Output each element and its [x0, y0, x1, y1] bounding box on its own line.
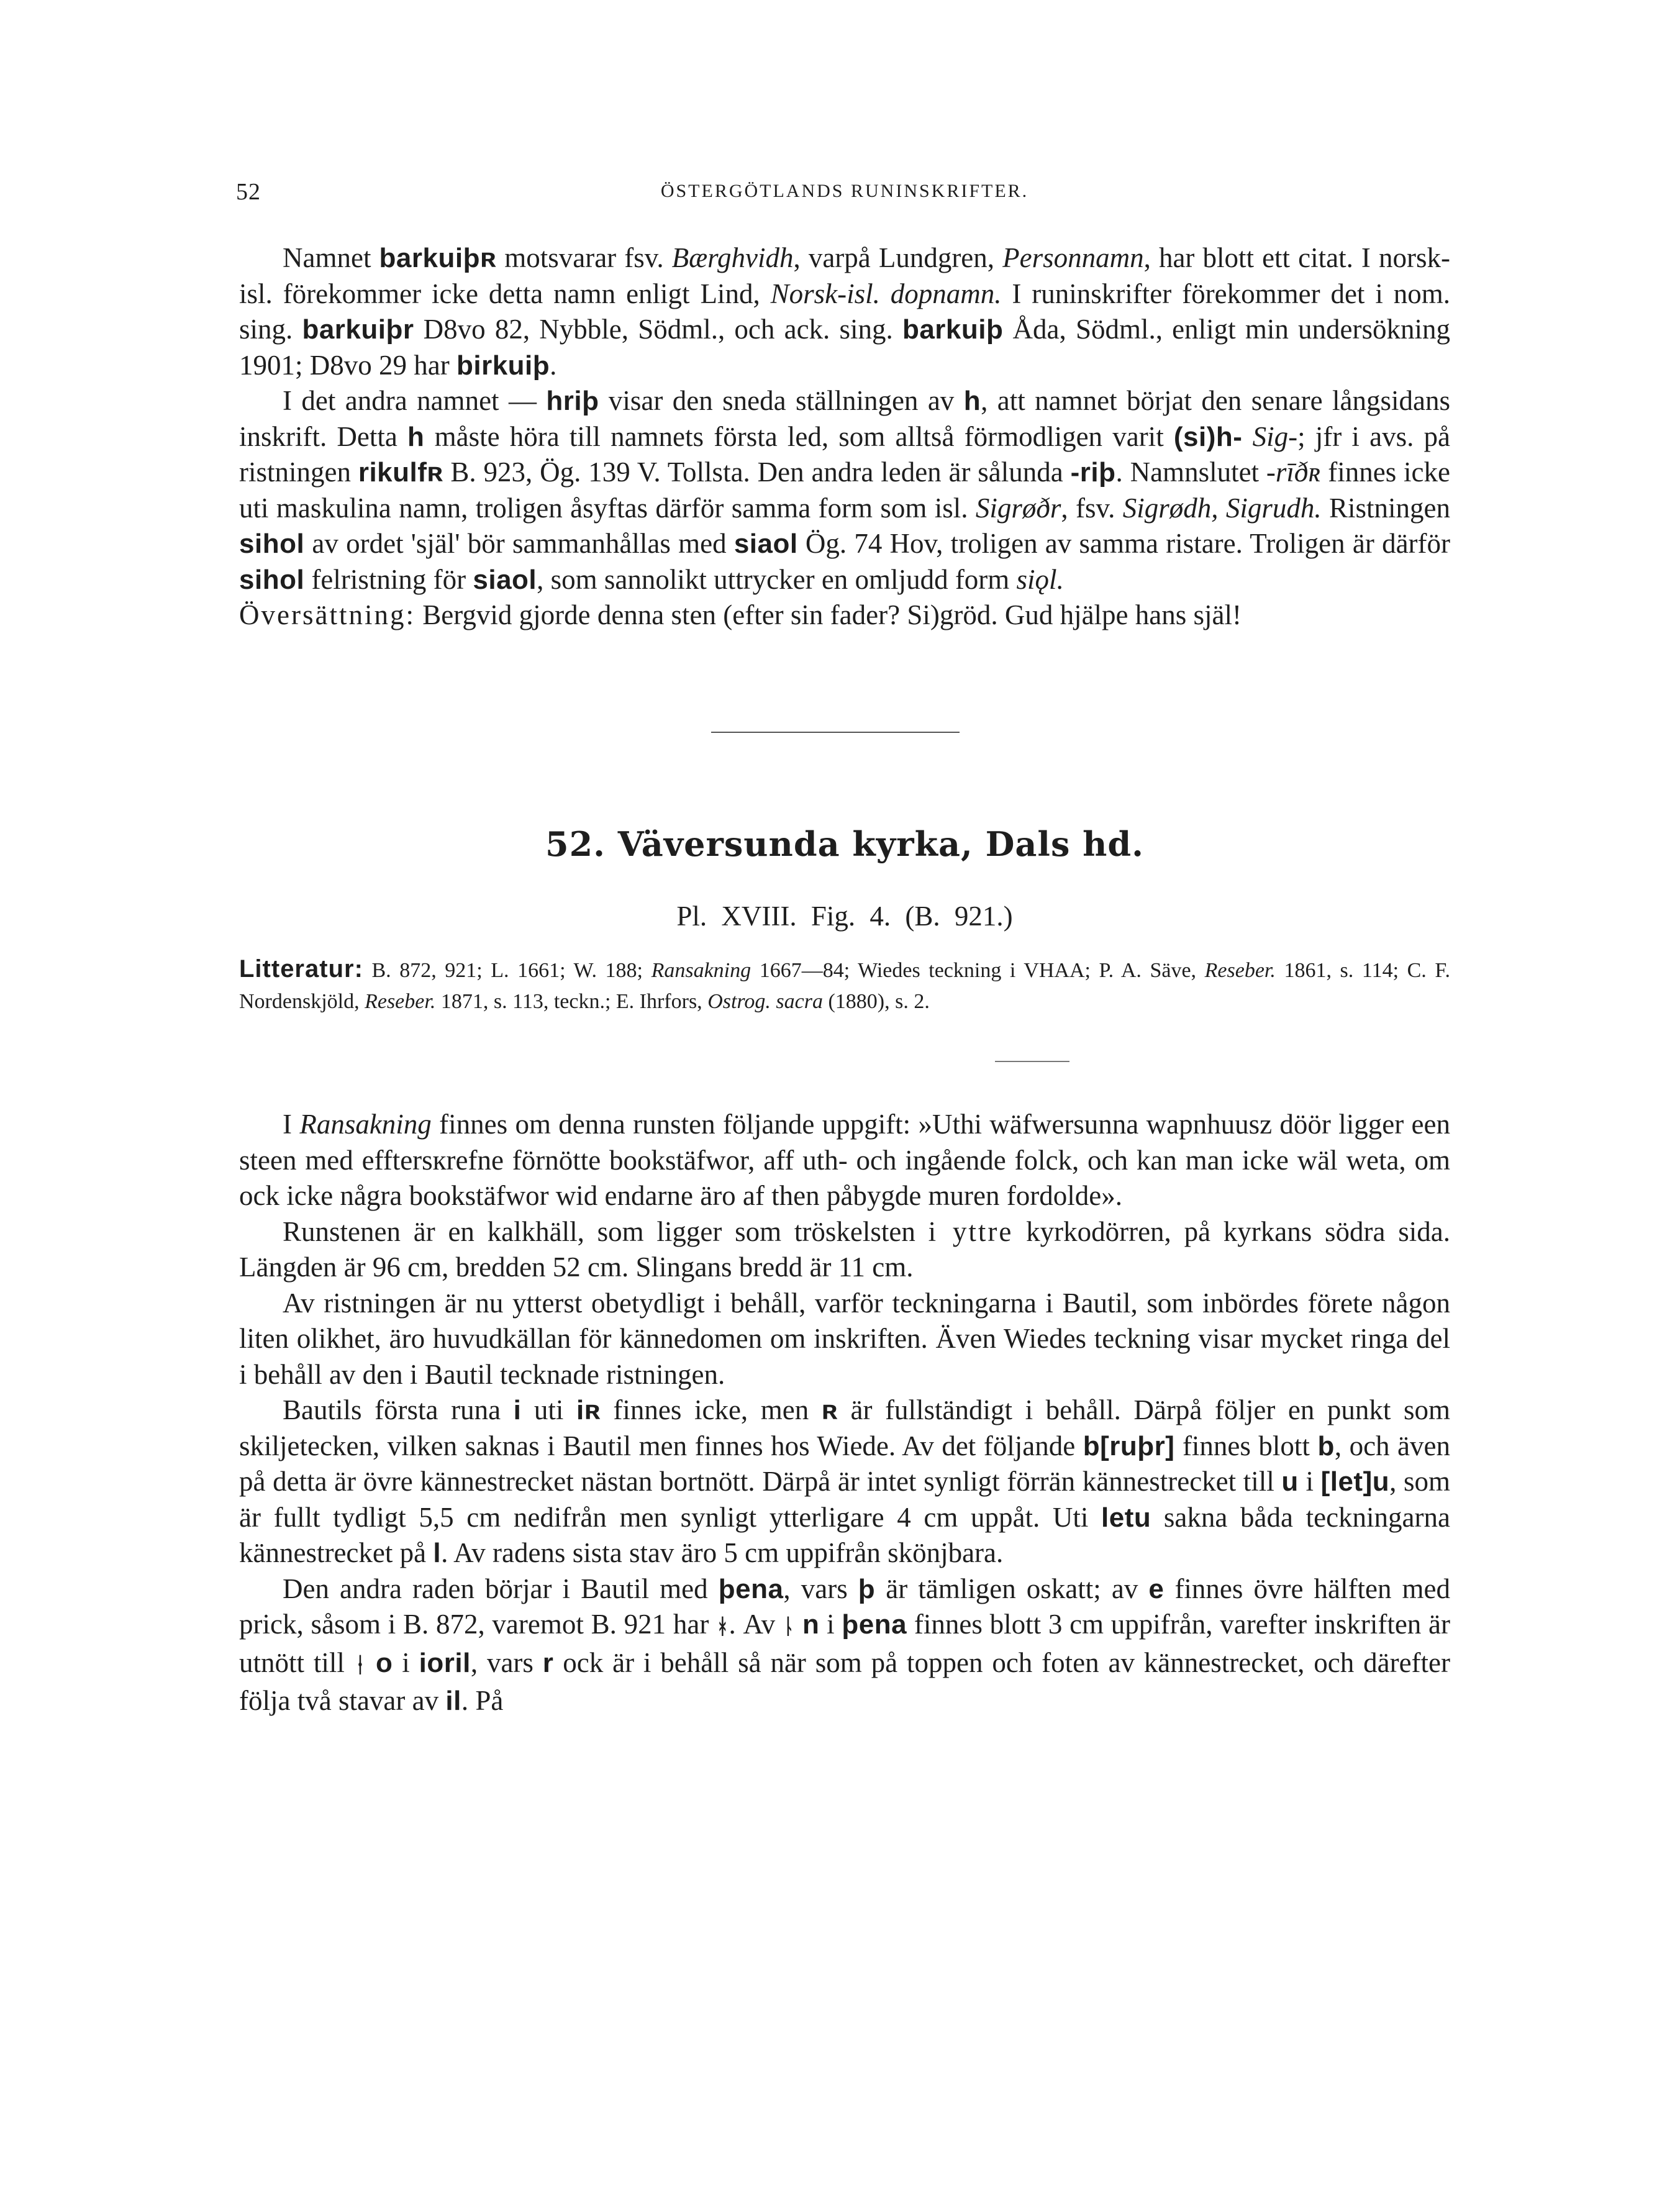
text: i	[393, 1647, 419, 1678]
text: finnes blott	[1174, 1430, 1318, 1461]
text: finnes om denna runsten följande uppgift: »Uthi wäfwersunna wapnhuusz döör ligger een steen med efftersкrefne förnötte bookstäfwor, aff uth- och ingående folck, och kan man icke wäl weta, om ock icke några bookstäfwor wid endarne äro af then påbygde muren fordolde».	[239, 1109, 1450, 1211]
text: , fsv.	[1061, 492, 1123, 524]
text-block-2	[239, 1107, 1450, 1719]
text: I det andra namnet —	[283, 385, 547, 416]
italic-text: Reseber.	[1204, 959, 1276, 982]
text: 1861, s. 114; C. F. Nordenskjöld,	[239, 959, 1451, 1013]
text: I runinskrifter förekommer det i nom. sing.	[239, 278, 1450, 345]
text	[366, 1647, 376, 1678]
rune-transcription: þena	[842, 1609, 907, 1640]
paragraph	[239, 1286, 1450, 1393]
text: i	[819, 1609, 842, 1640]
rune-glyph: ᚿ	[782, 1615, 796, 1638]
rune-transcription: þena	[718, 1573, 784, 1604]
text: Ristningen	[1321, 492, 1451, 524]
rune-transcription: barkuiþ	[902, 314, 1004, 345]
text: felristning för	[304, 563, 473, 595]
rune-transcription: u	[1281, 1466, 1299, 1497]
paragraph	[239, 383, 1450, 597]
text: Namnet	[283, 242, 379, 273]
paragraph	[239, 1571, 1450, 1719]
text: finnes icke uti maskulina namn, troligen åsyftas därför samma form som isl.	[239, 457, 1451, 524]
italic-text: Norsk-isl. dopnamn.	[770, 278, 1002, 309]
text: (1880), s. 2.	[822, 990, 930, 1013]
rune-transcription: ʀ	[821, 1395, 838, 1425]
text: finnes övre hälften med prick, såsom i B. 872, varemot B. 921 har	[239, 1573, 1450, 1640]
text: . På	[461, 1685, 504, 1716]
italic-text: Sigrødh, Sigrudh.	[1122, 492, 1322, 524]
text: B. 872, 921; L. 1661; W. 188;	[363, 959, 652, 982]
rune-transcription: h	[963, 386, 981, 416]
text: , vars	[470, 1647, 543, 1678]
literature-label: Litteratur:	[239, 955, 363, 983]
text: finnes icke, men	[600, 1394, 822, 1425]
text: måste höra till namnets första led, som alltså förmodligen varit	[424, 420, 1174, 452]
text: Av ristningen är nu ytterst obetydligt i behåll, varför teckningarna i Bautil, som inbördes förete någon liten olikhet, äro huvudkällan för kännedomen om inskriften. Även Wiedes teckning visar mycket ringa del i behåll av den i Bautil tecknade ristningen.	[239, 1287, 1450, 1390]
text: D8vo 82, Nybble, Södml., och ack. sing.	[414, 314, 902, 345]
text: kyrkodörren, på kyrkans södra sida. Längden är 96 cm, bredden 52 cm. Slingans bredd är 11 cm.	[239, 1215, 1450, 1283]
rune-transcription: [let]u	[1320, 1466, 1390, 1497]
paragraph	[239, 1107, 1450, 1214]
literature-references	[239, 953, 1450, 1017]
rune-transcription: sihol	[239, 564, 305, 595]
text: 1667—84; Wiedes teckning i VHAA; P. A. Säve,	[751, 959, 1205, 982]
rune-glyph: ᚼ	[716, 1615, 729, 1638]
short-divider	[995, 1061, 1069, 1062]
rune-transcription: barkuiþr	[302, 314, 414, 345]
rune-transcription: h	[407, 421, 425, 452]
page-header	[236, 178, 1453, 216]
text: Den andra raden börjar i Bautil med	[283, 1573, 719, 1604]
translation-text: Bergvid gjorde denna sten (efter sin fader? Si)gröd. Gud hjälpe hans själ!	[415, 599, 1242, 630]
rune-transcription: rikulfʀ	[358, 457, 443, 488]
text: , som är fullt tydligt 5,5 cm nedifrån men synligt ytterligare 4 cm uppåt. Uti	[239, 1466, 1451, 1533]
text: B. 923, Ög. 139 V. Tollsta. Den andra leden är sålunda	[443, 457, 1071, 488]
text: i	[1298, 1466, 1321, 1497]
text: , varpå Lundgren,	[793, 242, 1003, 273]
paragraph	[239, 1392, 1450, 1571]
italic-text: Reseber.	[365, 990, 436, 1013]
text: . Namnslutet	[1115, 457, 1266, 488]
rune-transcription: birkuiþ	[456, 350, 550, 381]
text: 1871, s. 113, teckn.; E. Ihrfors,	[435, 990, 708, 1013]
text: , som sannolikt uttrycker en omljudd form	[537, 563, 1017, 595]
paragraph	[239, 1214, 1450, 1286]
text: visar den sneda ställningen av	[599, 385, 964, 416]
paragraph	[239, 240, 1450, 383]
italic-text: Ransakning	[651, 959, 751, 982]
rune-transcription: barkuiþʀ	[379, 243, 497, 273]
text: av ordet 'själ' bör sammanhållas med	[304, 528, 734, 559]
italic-text: siǫl.	[1016, 563, 1064, 595]
text: uti	[521, 1394, 576, 1425]
rune-transcription: -riþ	[1070, 457, 1116, 488]
text: motsvarar fsv.	[496, 242, 672, 273]
rune-transcription: o	[376, 1647, 393, 1678]
rune-transcription: b[ruþr]	[1083, 1430, 1175, 1461]
text: , vars	[783, 1573, 858, 1604]
text: Ög. 74 Hov, troligen av samma ristare. Troligen är därför	[797, 528, 1451, 559]
italic-text: Ostrog. sacra	[707, 990, 823, 1013]
page-number: 52	[236, 179, 261, 205]
text: . Av	[729, 1609, 783, 1640]
rune-transcription: r	[542, 1647, 554, 1678]
text: Runstenen är en kalkhäll, som ligger som tröskelsten	[283, 1215, 929, 1247]
text: Bautils första runa	[283, 1394, 514, 1425]
rune-transcription: n	[802, 1609, 820, 1640]
running-title: ÖSTERGÖTLANDS RUNINSKRIFTER.	[660, 181, 1029, 201]
rune-transcription: sihol	[239, 529, 305, 559]
section-divider	[711, 732, 960, 733]
rune-transcription: e	[1148, 1573, 1165, 1604]
text: sakna båda teckningarna kännestrecket på	[239, 1501, 1450, 1568]
section-heading: 52. Väversunda kyrka, Dals hd.	[545, 824, 1144, 864]
text: , att namnet börjat den senare långsidans inskrift. Detta	[239, 385, 1450, 452]
text: finnes blott 3 cm uppifrån, varefter inskriften är utnött till	[239, 1609, 1451, 1678]
rune-transcription: i	[513, 1395, 522, 1425]
text: ock är i behåll så när som på toppen och foten av kännestrecket, och därefter följa två stavar av	[239, 1647, 1451, 1716]
text: är tämligen oskatt; av	[875, 1573, 1149, 1604]
italic-text: Bærghvidh	[671, 242, 794, 273]
translation-paragraph	[239, 597, 1450, 634]
rune-transcription: ioril	[419, 1647, 471, 1678]
section-reference: Pl. XVIII. Fig. 4. (B. 921.)	[676, 901, 1013, 932]
italic-text: Personnamn	[1002, 242, 1144, 273]
text	[1242, 421, 1252, 452]
text: .	[550, 349, 557, 381]
text	[795, 1609, 802, 1640]
rune-transcription: iʀ	[576, 1395, 601, 1425]
text-block-1	[239, 240, 1450, 634]
rune-transcription: þ	[858, 1573, 876, 1604]
italic-text: Sig-	[1252, 420, 1298, 452]
italic-text: -rīðʀ	[1266, 457, 1321, 488]
text: . Av radens sista stav äro 5 cm uppifrån skönjbara.	[441, 1537, 1004, 1568]
rune-transcription: siaol	[473, 564, 537, 595]
rune-transcription: il	[445, 1686, 461, 1716]
spaced-text: i yttre	[928, 1215, 1014, 1247]
text: , har blott ett citat. I norsk-isl. förekommer icke detta namn enligt Lind,	[239, 242, 1450, 309]
text: , och även på detta är övre kännestrecket nästan bortnött. Därpå är intet synligt förrän kännestrecket till	[239, 1430, 1451, 1497]
rune-transcription: hriþ	[546, 386, 599, 416]
text: är fullständigt i behåll. Därpå följer en punkt som skiljetecken, vilken saknas i Bautil men finnes hos Wiede. Av det följande	[239, 1394, 1450, 1461]
italic-text: Ransakning	[299, 1109, 432, 1140]
rune-transcription: b	[1317, 1430, 1335, 1461]
rune-transcription: (si)h-	[1173, 421, 1243, 452]
rune-transcription: l	[433, 1538, 442, 1568]
text: I	[283, 1109, 300, 1140]
text: ; jfr i avs. på ristningen	[239, 420, 1450, 488]
text: Åda, Södml., enligt min undersökning 1901; D8vo 29 har	[239, 314, 1451, 381]
rune-glyph: ᚽ	[353, 1653, 367, 1677]
rune-transcription: siaol	[733, 529, 798, 559]
rune-transcription: letu	[1101, 1502, 1151, 1533]
translation-label: Översättning:	[239, 599, 415, 630]
italic-text: Sigrøðr	[975, 492, 1061, 524]
